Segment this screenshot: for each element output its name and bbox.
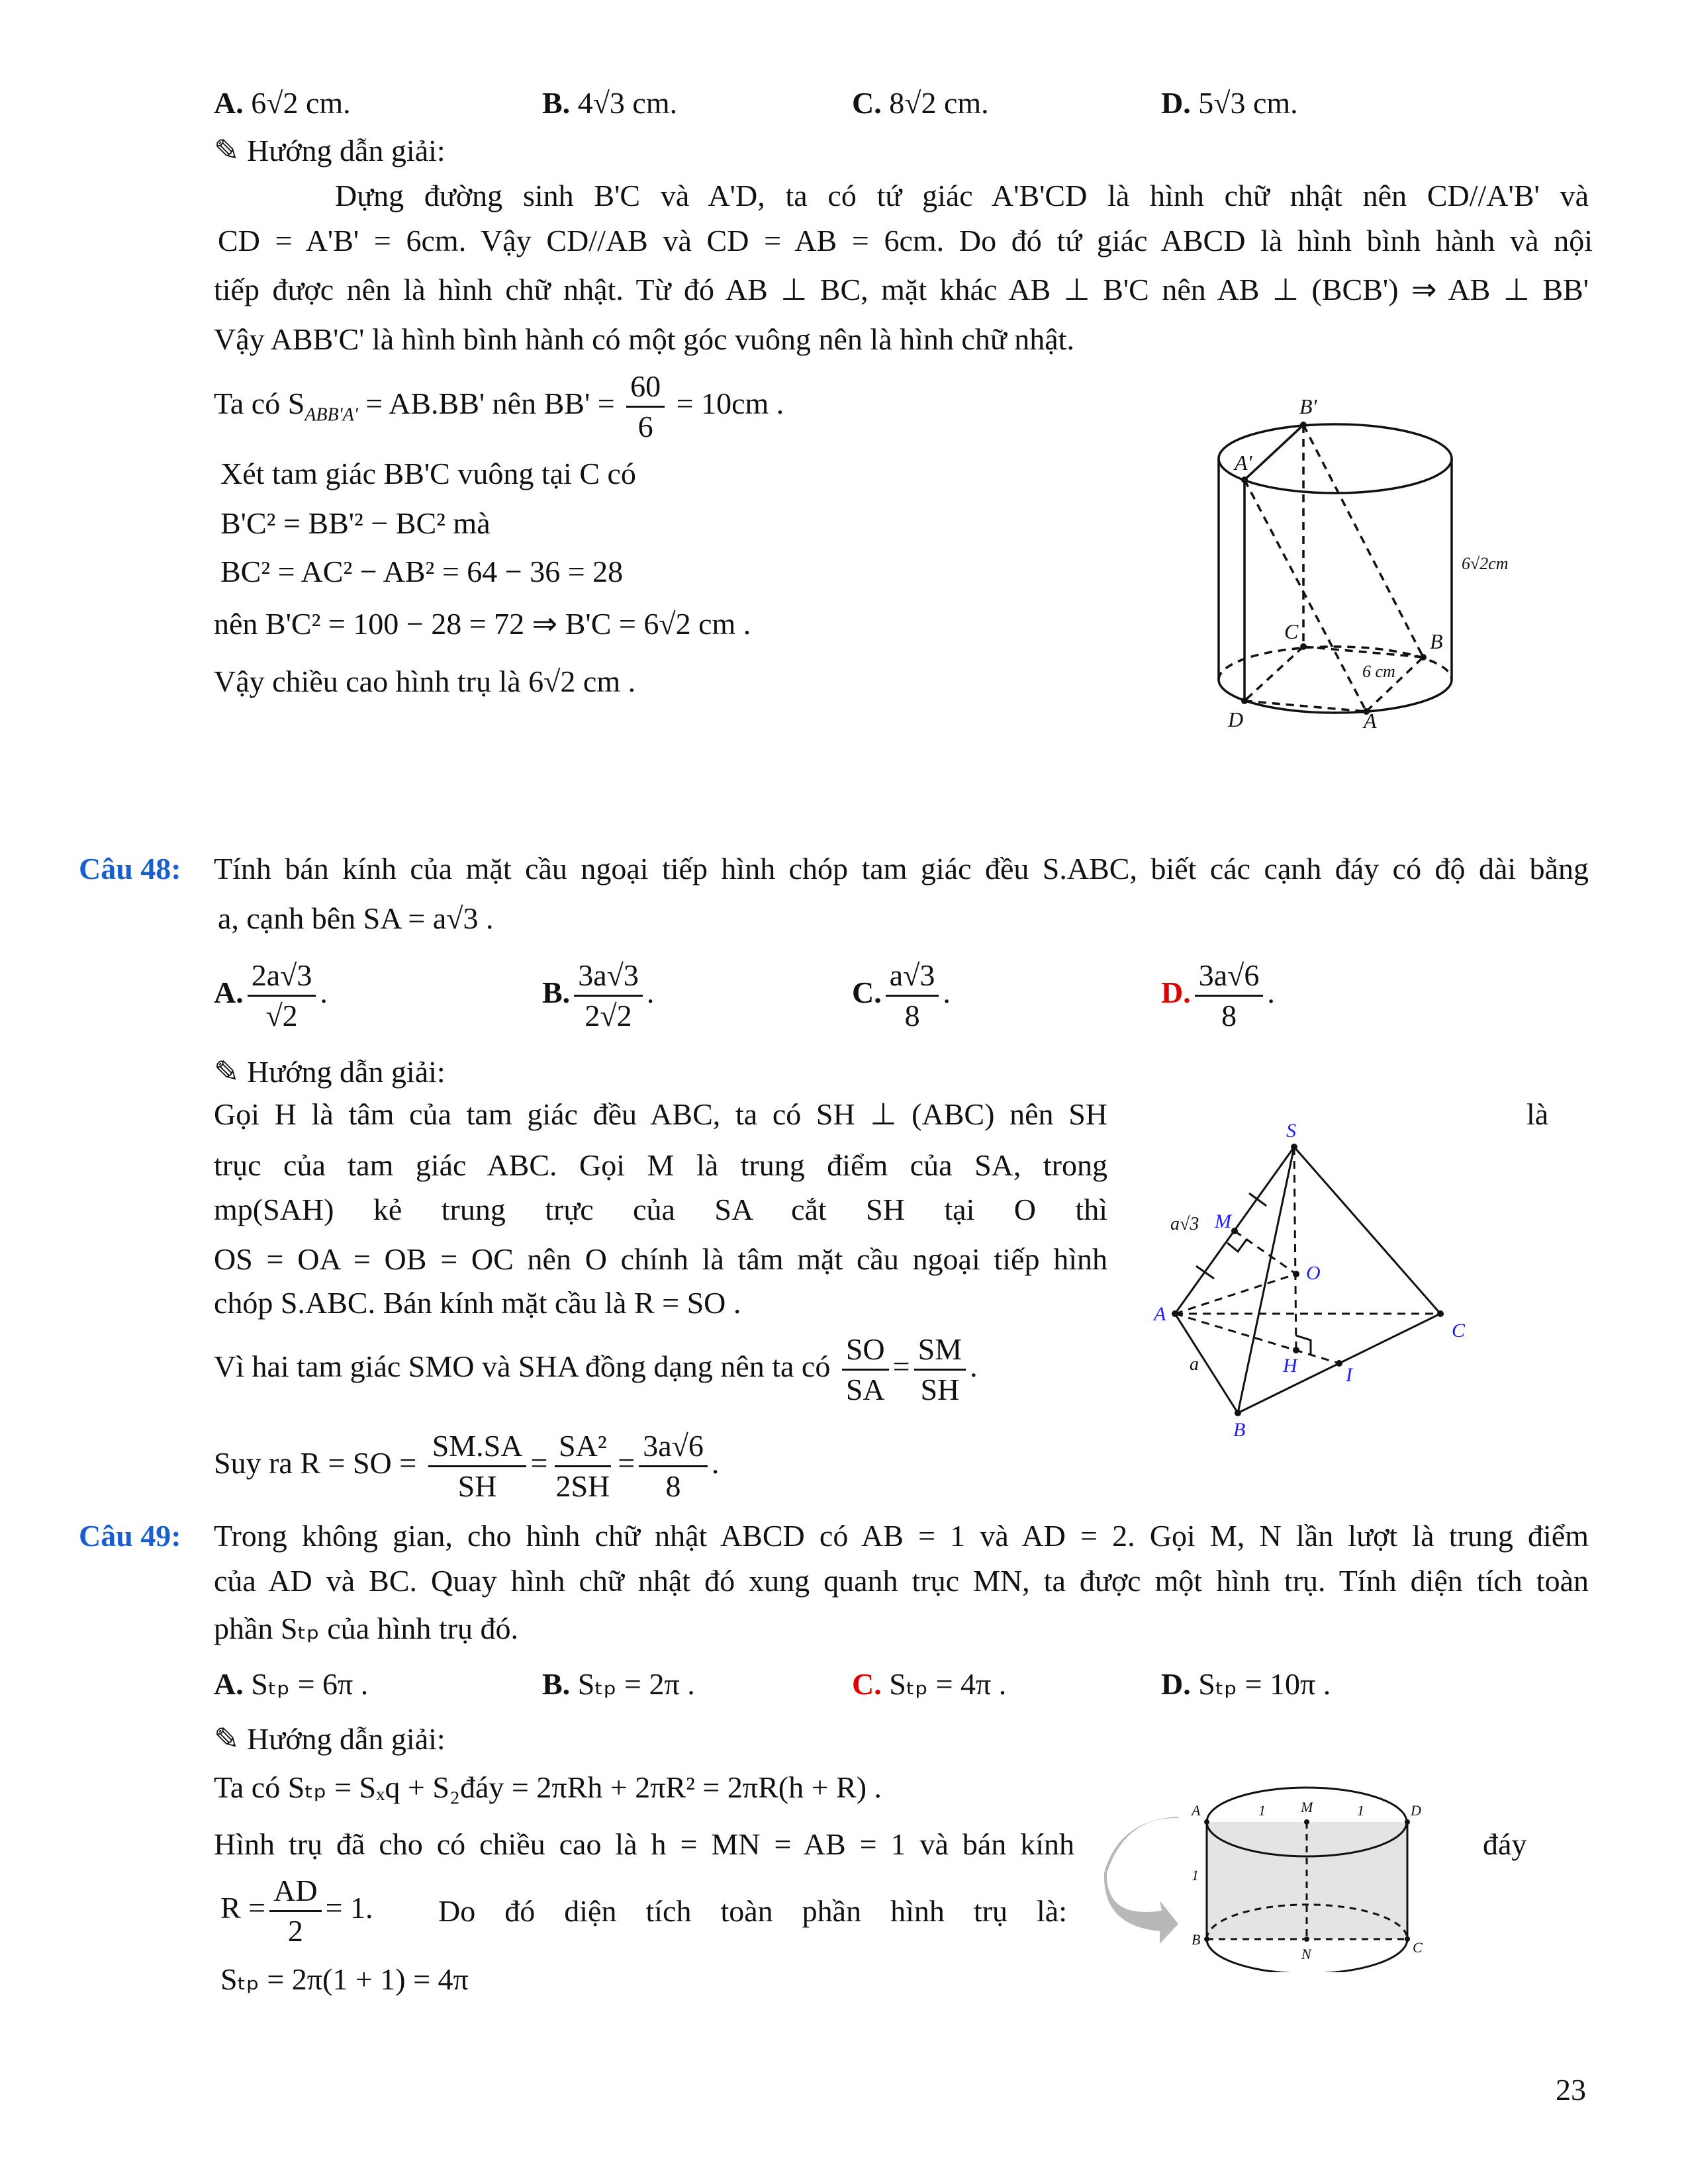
denominator: 8 (665, 1469, 681, 1503)
numerator: SM (914, 1330, 966, 1371)
option-letter: A. (214, 1667, 244, 1701)
q47-option-c (852, 85, 989, 122)
rotated-rectangle-figure (1086, 1747, 1483, 1972)
denominator: 2SH (555, 1469, 610, 1503)
numerator: 60 (626, 367, 665, 408)
text: Ta có S (214, 387, 305, 421)
q49-radius-line (220, 1872, 373, 1950)
q48-solution-line: chóp S.ABC. Bán kính mặt cầu là R = SO . (214, 1286, 741, 1320)
point-label: C (1413, 1939, 1423, 1956)
point-label: I (1346, 1364, 1352, 1386)
q49-option-a (214, 1666, 368, 1703)
question-48-text: a, cạnh bên SA = a√3 . (218, 901, 494, 935)
q49-solution-word: đáy (1483, 1827, 1527, 1861)
numerator: 3a√3 (574, 956, 643, 997)
q48-solution-word: là (1526, 1097, 1549, 1131)
point-label: M (1215, 1210, 1231, 1232)
q48-solution-line: Gọi H là tâm của tam giác đều ABC, ta có SH ⊥ (ABC) nên SH (214, 1097, 1107, 1131)
point-label: D (1228, 707, 1244, 728)
point-label: A' (1235, 451, 1252, 475)
fraction (914, 1330, 966, 1409)
point-label: O (1306, 1262, 1321, 1284)
option-text: Sₜₚ = 2π . (577, 1667, 695, 1701)
question-48-text: Tính bán kính của mặt cầu ngoại tiếp hình chóp tam giác đều S.ABC, biết các cạnh đáy có độ dài bằng (214, 852, 1589, 886)
rotation-arrow-icon (1104, 1817, 1178, 1944)
text: = 10cm . (676, 387, 784, 421)
q48-similarity-line: Vì hai tam giác SMO và SHA đồng dạng nên ta có $\frac{SO}{SA}$ = $\frac{SM}{SH}$ . (214, 1330, 978, 1409)
point-label: M (1301, 1799, 1313, 1815)
q49-solution-line: Ta có Sₜₚ = Sₓq + S₂đáy = 2πRh + 2πR² = 2πR(h + R) . (214, 1770, 882, 1804)
q47-solution-line: Vậy ABB'C' là hình bình hành có một góc vuông nên là hình chữ nhật. (214, 322, 1074, 356)
option-letter: D. (1161, 1667, 1191, 1701)
subscript: ABB'A' (305, 404, 358, 426)
q47-area-line (214, 367, 784, 446)
denominator: √2 (265, 999, 298, 1032)
length-label: 1 (1258, 1802, 1266, 1819)
q47-solution-line: nên B'C² = 100 − 28 = 72 ⇒ B'C = 6√2 cm . (214, 607, 751, 641)
point-label: B' (1299, 394, 1317, 418)
fraction (269, 1872, 321, 1950)
q49-solution-line: Hình trụ đã cho có chiều cao là h = MN = AB = 1 và bán kính (214, 1827, 1074, 1861)
point-label: N (1301, 1946, 1311, 1962)
numerator: AD (269, 1872, 321, 1912)
point-label: B (1430, 629, 1443, 653)
q49-guide-heading: ✎ Hướng dẫn giải: (214, 1722, 445, 1756)
question-48-label: Câu 48: (79, 852, 181, 886)
q49-solution-line: Sₜₚ = 2π(1 + 1) = 4π (220, 1962, 469, 1996)
q48-solution-line: OS = OA = OB = OC nên O chính là tâm mặt cầu ngoại tiếp hình (214, 1242, 1107, 1276)
length-label: 1 (1357, 1802, 1364, 1819)
question-49-text: Trong không gian, cho hình chữ nhật ABCD có AB = 1 và AD = 2. Gọi M, N lần lượt là trung điểm (214, 1519, 1589, 1553)
point-label: A (1192, 1802, 1201, 1819)
point-label: C (1284, 619, 1299, 643)
text: Vì hai tam giác SMO và SHA đồng dạng nên ta có (214, 1349, 831, 1384)
q47-solution-line: tiếp được nên là hình chữ nhật. Từ đó AB ⊥ BC, mặt khác AB ⊥ B'C nên AB ⊥ (BCB') ⇒ AB ⊥ BB' (214, 273, 1589, 306)
question-49-label: Câu 49: (79, 1519, 181, 1553)
q47-option-b (542, 85, 677, 122)
option-letter: A. (214, 976, 244, 1010)
option-text: Sₜₚ = 10π . (1198, 1667, 1331, 1701)
q48-option-c: C. $\frac{a√3}{8}$ . (852, 956, 951, 1035)
denominator: SH (920, 1373, 960, 1406)
text: Suy ra R = SO = (214, 1446, 417, 1480)
point-label: A (1364, 709, 1377, 728)
denominator: 8 (1221, 999, 1237, 1032)
q48-result-line: Suy ra R = SO = $\frac{SM.SA}{SH}$ = $\frac{\text{SA²}}{2SH}$ = $\frac{3a√6}{8}$ . (214, 1427, 719, 1506)
q47-option-a (214, 85, 351, 122)
option-text: Sₜₚ = 6π . (251, 1667, 369, 1701)
option-text: 8√2 cm. (889, 86, 989, 120)
fraction (886, 956, 939, 1035)
q49-solution-line: Do đó diện tích toàn phần hình trụ là: (438, 1894, 1067, 1928)
question-49-text: của AD và BC. Quay hình chữ nhật đó xung quanh trục MN, ta được một hình trụ. Tính diện tích toàn (214, 1564, 1589, 1598)
q47-guide-heading: ✎ Hướng dẫn giải: (214, 134, 445, 167)
edge-label: a√3 (1170, 1214, 1199, 1234)
option-letter: A. (214, 86, 244, 120)
height-label: 6√2cm (1462, 554, 1509, 573)
q48-option-a: A. $\frac{2a√3}{√2}$ . (214, 956, 328, 1035)
edge-label: a (1190, 1354, 1199, 1375)
fraction (574, 956, 643, 1035)
text: = AB.BB' nên BB' = (357, 387, 615, 421)
option-letter: B. (542, 976, 571, 1010)
option-text: 5√3 cm. (1198, 86, 1298, 120)
numerator: SM.SA (428, 1427, 527, 1467)
q47-solution-line: Xét tam giác BB'C vuông tại C có (220, 457, 636, 490)
denominator: SH (457, 1469, 497, 1503)
point-label: B (1233, 1419, 1246, 1441)
base-label: 6 cm (1362, 662, 1395, 681)
q48-option-b: B. $\frac{3a√3}{2√2}$ . (542, 956, 654, 1035)
q48-guide-heading: ✎ Hướng dẫn giải: (214, 1055, 445, 1089)
numerator: 3a√6 (1195, 956, 1264, 997)
text: = 1. (325, 1891, 373, 1925)
q47-option-d (1161, 85, 1298, 122)
option-letter: D. (1161, 976, 1191, 1010)
option-text: Sₜₚ = 4π . (889, 1667, 1007, 1701)
option-letter: B. (542, 86, 571, 120)
q47-solution-line: B'C² = BB'² − BC² mà (220, 506, 491, 540)
denominator: 6 (637, 410, 653, 443)
q47-solution-line: Vậy chiều cao hình trụ là 6√2 cm . (214, 664, 636, 698)
option-letter: B. (542, 1667, 571, 1701)
option-text: 4√3 cm. (577, 86, 678, 120)
q48-solution-line: trục của tam giác ABC. Gọi M là trung điểm của SA, trong (214, 1148, 1107, 1182)
q48-option-d-correct: D. $\frac{3a√6}{8}$ . (1161, 956, 1275, 1035)
text: R = (220, 1891, 266, 1925)
option-letter: D. (1161, 86, 1191, 120)
q47-solution-line: Dựng đường sinh B'C và A'D, ta có tứ giác A'B'CD là hình chữ nhật nên CD//A'B' và (335, 179, 1589, 212)
fraction (551, 1427, 614, 1506)
length-label: 1 (1192, 1867, 1199, 1884)
fraction (1195, 956, 1264, 1035)
numerator: SA² (555, 1427, 611, 1467)
fraction (626, 367, 665, 446)
point-label: C (1452, 1320, 1466, 1342)
q49-option-d (1161, 1666, 1331, 1703)
point-label: S (1286, 1120, 1296, 1142)
page-number: 23 (1556, 2073, 1586, 2107)
q47-solution-line: CD = A'B' = 6cm. Vậy CD//AB và CD = AB = 6cm. Do đó tứ giác ABCD là hình bình hành và nội (218, 224, 1593, 257)
numerator: 2a√3 (248, 956, 316, 997)
fraction (248, 956, 316, 1035)
point-label: H (1283, 1355, 1297, 1377)
cylinder-figure (1178, 384, 1523, 728)
q49-option-b (542, 1666, 695, 1703)
q47-solution-line: BC² = AC² − AB² = 64 − 36 = 28 (220, 555, 624, 588)
fraction (428, 1427, 527, 1506)
denominator: SA (845, 1373, 885, 1406)
point-label: D (1411, 1802, 1421, 1819)
numerator: SO (842, 1330, 889, 1371)
option-letter: C. (852, 1667, 882, 1701)
option-text: 6√2 cm. (251, 86, 351, 120)
denominator: 2 (287, 1914, 303, 1948)
option-letter: C. (852, 86, 882, 120)
denominator: 8 (904, 999, 920, 1032)
pyramid-figure (1125, 1092, 1509, 1489)
fraction (639, 1427, 708, 1506)
option-letter: C. (852, 976, 882, 1010)
numerator: 3a√6 (639, 1427, 708, 1467)
point-label: A (1154, 1303, 1166, 1325)
q48-solution-line: mp(SAH) kẻ trung trực của SA cắt SH tại O thì (214, 1193, 1107, 1226)
numerator: a√3 (886, 956, 939, 997)
question-49-text: phần Sₜₚ của hình trụ đó. (214, 1612, 518, 1645)
denominator: 2√2 (585, 999, 632, 1032)
fraction (842, 1330, 889, 1409)
q49-option-c-correct (852, 1666, 1006, 1703)
point-label: B (1192, 1931, 1201, 1948)
